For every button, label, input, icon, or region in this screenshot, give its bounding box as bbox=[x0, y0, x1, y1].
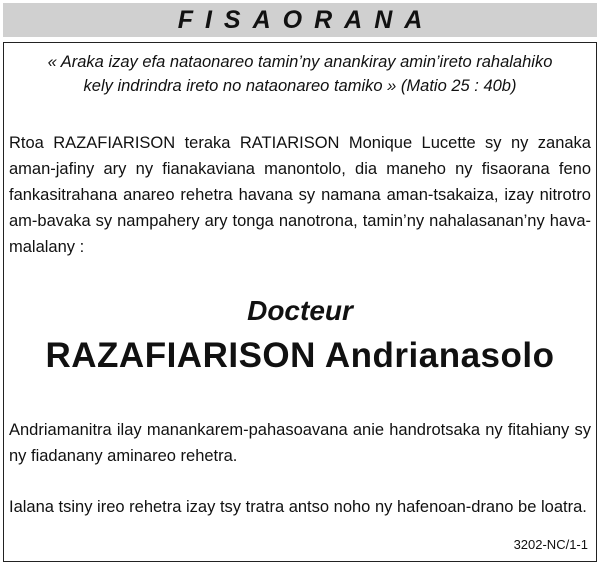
deceased-title: Docteur bbox=[247, 295, 353, 326]
reference-code: 3202-NC/1-1 bbox=[513, 537, 588, 552]
quote-line-1: « Araka izay efa nataonareo tamin’ny anankiray amin’ireto rahalahiko bbox=[47, 53, 553, 71]
quote-line-2-text: kely indrindra ireto no nataonareo tamiko » bbox=[83, 77, 397, 95]
blessing-paragraph: Andriamanitra ilay manankarem-pahasoavana anie handrotsaka ny fitahiany sy ny fiadanany aminareo rehetra. bbox=[9, 421, 591, 465]
thanks-paragraph: Rtoa RAZAFIARISON teraka RATIARISON Monique Lucette sy ny zanaka aman-jafiny ary ny fianakaviana manontolo, dia maneho ny fisaorana feno fankasitrahana anareo rehetra havana sy namana aman-tsakaiza, izay nitrotro am-bavaka sy nampahery ary tonga nanotrona, tamin’ny nahalasanan’ny hava-malalany : bbox=[9, 134, 591, 256]
bible-quote bbox=[8, 50, 592, 98]
quote-reference: (Matio 25 : 40b) bbox=[400, 77, 517, 95]
quote-line-2 bbox=[8, 74, 592, 98]
notice-title: FISAORANA bbox=[177, 5, 435, 34]
apology-paragraph: Ialana tsiny ireo rehetra izay tsy tratra antso noho ny hafenoan-drano be loatra. bbox=[9, 498, 587, 516]
deceased-name: RAZAFIARISON Andrianasolo bbox=[45, 336, 555, 375]
title-banner bbox=[3, 3, 597, 37]
